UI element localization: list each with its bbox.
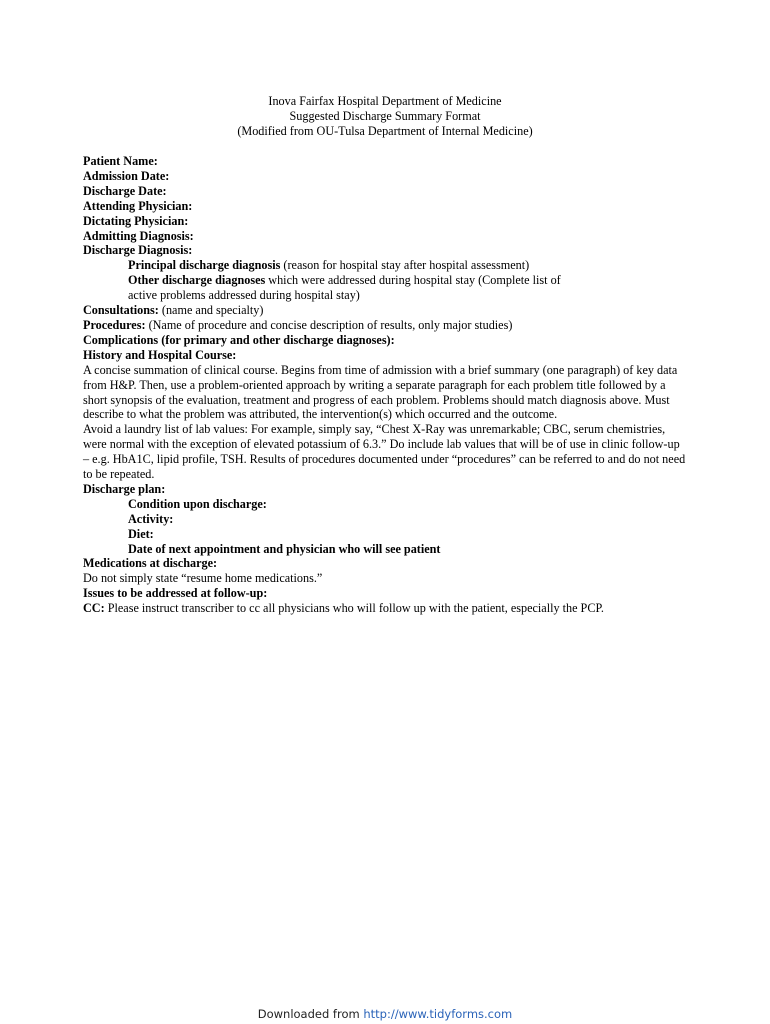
other-diagnoses-text: which were addressed during hospital stay (Complete list of	[265, 273, 561, 288]
document-header	[0, 94, 770, 139]
complications-heading: Complications (for primary and other discharge diagnoses):	[83, 332, 395, 347]
discharge-plan-heading: Discharge plan:	[83, 481, 166, 496]
download-footer	[0, 1007, 770, 1021]
field-discharge-diagnosis: Discharge Diagnosis:	[83, 243, 193, 258]
field-discharge-date: Discharge Date:	[83, 183, 167, 198]
next-appointment: Date of next appointment and physician who will see patient	[128, 541, 441, 556]
discharge-diet: Diet:	[128, 526, 154, 541]
consultations-text: (name and specialty)	[158, 303, 264, 318]
procedures-line	[83, 318, 687, 333]
field-admission-date: Admission Date:	[83, 168, 170, 183]
procedures-label: Procedures:	[83, 317, 146, 332]
history-paragraph-1: A concise summation of clinical course. Begins from time of admission with a brief summary (one paragraph) of key data from H&P. Then, use a problem-oriented approach by writing a separate paragraph for each problem title followed by a short synopsis of the evaluation, treatment and progress of each problem. Problems should match diagnosis above. Must describe to what the problem was attributed, the intervention(s) which occurred and the outcome.	[83, 362, 678, 422]
header-format-title: Suggested Discharge Summary Format	[289, 108, 481, 123]
other-diagnoses-label: Other discharge diagnoses	[128, 273, 266, 288]
discharge-condition: Condition upon discharge:	[128, 496, 267, 511]
field-attending-physician: Attending Physician:	[83, 198, 193, 213]
field-dictating-physician: Dictating Physician:	[83, 213, 189, 228]
history-paragraph-2: Avoid a laundry list of lab values: For example, simply say, “Chest X-Ray was unremarkable; CBC, serum chemistries, were normal with the exception of elevated potassium of 6.3.” Do include lab values that will be of use in clinic follow-up – e.g. HbA1C, lipid profile, TSH. Results of procedures documented under “procedures” can be referred to and do not need to be repeated.	[83, 422, 686, 482]
cc-line	[83, 601, 687, 616]
footer-link[interactable]: http://www.tidyforms.com	[363, 1007, 513, 1021]
header-department: Inova Fairfax Hospital Department of Medicine	[268, 94, 502, 108]
field-patient-name: Patient Name:	[83, 154, 158, 168]
consultations-label: Consultations:	[83, 303, 159, 318]
consultations-line	[83, 303, 687, 318]
field-admitting-diagnosis: Admitting Diagnosis:	[83, 228, 194, 243]
principal-diagnosis-label: Principal discharge diagnosis	[128, 258, 281, 273]
medications-text: Do not simply state “resume home medications.”	[83, 571, 323, 586]
footer-prefix: Downloaded from	[257, 1007, 364, 1021]
procedures-text: (Name of procedure and concise description of results, only major studies)	[145, 317, 513, 332]
cc-label: CC:	[83, 601, 105, 616]
history-heading: History and Hospital Course:	[83, 347, 237, 362]
medications-heading: Medications at discharge:	[83, 556, 218, 571]
header-modified-note: (Modified from OU-Tulsa Department of Internal Medicine)	[237, 123, 533, 138]
other-diagnoses-continuation: active problems addressed during hospital stay)	[128, 288, 360, 303]
principal-diagnosis-text: (reason for hospital stay after hospital assessment)	[280, 258, 530, 273]
other-diagnoses-line	[83, 273, 687, 288]
document-body	[83, 154, 687, 616]
issues-heading: Issues to be addressed at follow-up:	[83, 586, 268, 601]
principal-diagnosis-line	[83, 258, 687, 273]
discharge-activity: Activity:	[128, 511, 174, 526]
cc-text: Please instruct transcriber to cc all physicians who will follow up with the patient, especially the PCP.	[104, 601, 604, 616]
